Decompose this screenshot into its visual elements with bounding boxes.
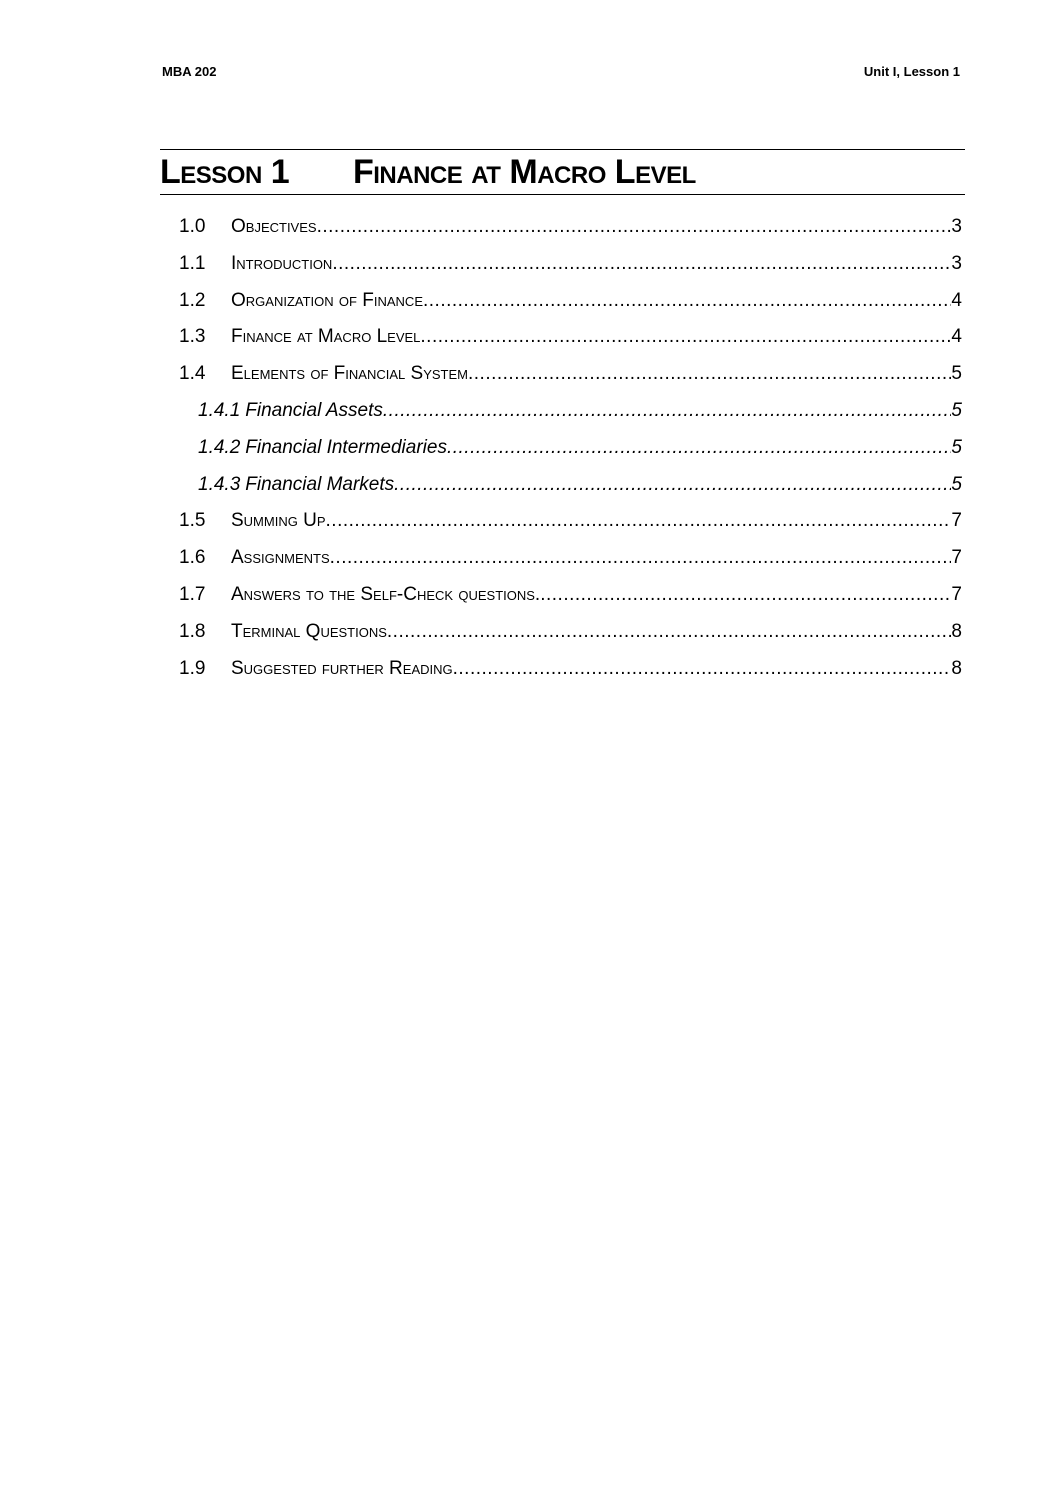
toc-entry-page: 8 <box>951 620 962 642</box>
toc-leader-dots <box>420 326 951 348</box>
toc-entry-title: Terminal Questions <box>231 620 387 642</box>
toc-entry-page: 3 <box>951 216 962 237</box>
header-unit-lesson: Unit I, Lesson 1 <box>863 64 960 79</box>
toc-entry-title: Suggested further Reading <box>231 657 453 679</box>
title-rule-bottom <box>160 194 965 195</box>
toc-leader-dots <box>383 400 952 422</box>
toc-leader-dots <box>394 474 951 496</box>
toc-entry-number: 1.3 <box>179 326 206 348</box>
lesson-title-text: Finance at Macro Level <box>353 153 696 191</box>
toc-entry[interactable] <box>179 437 962 474</box>
toc-leader-dots <box>332 253 951 275</box>
toc-entry-title: Answers to the Self-Check questions. <box>231 583 541 605</box>
toc-entry-number: 1.8 <box>179 620 206 642</box>
toc-entry-number: 1.4.1 <box>198 399 241 421</box>
toc-entry-page: 7 <box>951 547 962 569</box>
toc-entry-page: 3 <box>951 252 962 274</box>
toc-leader-dots <box>468 363 951 385</box>
toc-entry-page: 4 <box>951 289 962 311</box>
toc-entry-title: Finance at Macro Level <box>231 326 421 348</box>
toc-entry-number: 1.4.3 <box>198 473 241 495</box>
lesson-number: Lesson 1 <box>160 153 290 191</box>
toc-entry-title: Financial Intermediaries <box>245 436 447 458</box>
toc-entry-title: Assignments <box>231 547 330 569</box>
toc-entry[interactable] <box>179 474 962 511</box>
toc-entry-title: Objectives <box>231 216 317 237</box>
toc-entry-page: 7 <box>951 583 962 605</box>
toc-entry-number: 1.4.2 <box>198 436 241 458</box>
toc-entry-number: 1.1 <box>179 252 206 274</box>
toc-entry-page: 5 <box>951 473 962 495</box>
toc-entry[interactable] <box>179 510 962 547</box>
toc-entry-number: 1.2 <box>179 289 206 311</box>
toc-entry-number: 1.5 <box>179 510 206 532</box>
toc-entry[interactable] <box>179 547 962 584</box>
toc-entry[interactable] <box>179 290 962 327</box>
toc-entry-title: Financial Assets <box>245 399 383 421</box>
toc-entry[interactable] <box>179 584 962 621</box>
toc-entry-number: 1.6 <box>179 547 206 569</box>
lesson-title <box>160 152 696 192</box>
toc-entry-number: 1.7 <box>179 583 206 605</box>
toc-leader-dots <box>326 510 952 532</box>
toc-entry[interactable] <box>179 326 962 363</box>
toc-entry-page: 5 <box>951 436 962 458</box>
toc-entry[interactable] <box>179 363 962 400</box>
table-of-contents <box>179 216 962 694</box>
toc-leader-dots <box>387 621 952 643</box>
toc-entry-page: 4 <box>951 326 962 348</box>
toc-entry[interactable] <box>179 658 962 695</box>
toc-entry-title: Financial Markets <box>245 473 395 495</box>
toc-leader-dots <box>447 437 951 459</box>
toc-entry[interactable] <box>179 216 962 253</box>
toc-entry[interactable] <box>179 253 962 290</box>
toc-entry[interactable] <box>179 621 962 658</box>
toc-leader-dots <box>453 658 952 680</box>
toc-entry[interactable] <box>179 400 962 437</box>
toc-entry-number: 1.4 <box>179 363 206 385</box>
toc-entry-number: 1.9 <box>179 657 206 679</box>
toc-entry-page: 8 <box>951 657 962 679</box>
toc-entry-title: Summing Up <box>231 510 326 532</box>
title-rule-top <box>160 149 965 150</box>
toc-entry-title: Organization of Finance <box>231 289 423 311</box>
toc-leader-dots <box>317 216 952 238</box>
toc-leader-dots <box>330 547 952 569</box>
toc-entry-number: 1.0 <box>179 216 206 237</box>
toc-entry-title: Introduction <box>231 252 333 274</box>
toc-leader-dots <box>540 584 951 606</box>
toc-leader-dots <box>423 290 951 312</box>
toc-entry-page: 5 <box>951 399 962 421</box>
toc-entry-title: Elements of Financial System <box>231 363 468 385</box>
toc-entry-page: 7 <box>951 510 962 532</box>
header-course-code: MBA 202 <box>162 64 217 79</box>
toc-entry-page: 5 <box>951 363 962 385</box>
